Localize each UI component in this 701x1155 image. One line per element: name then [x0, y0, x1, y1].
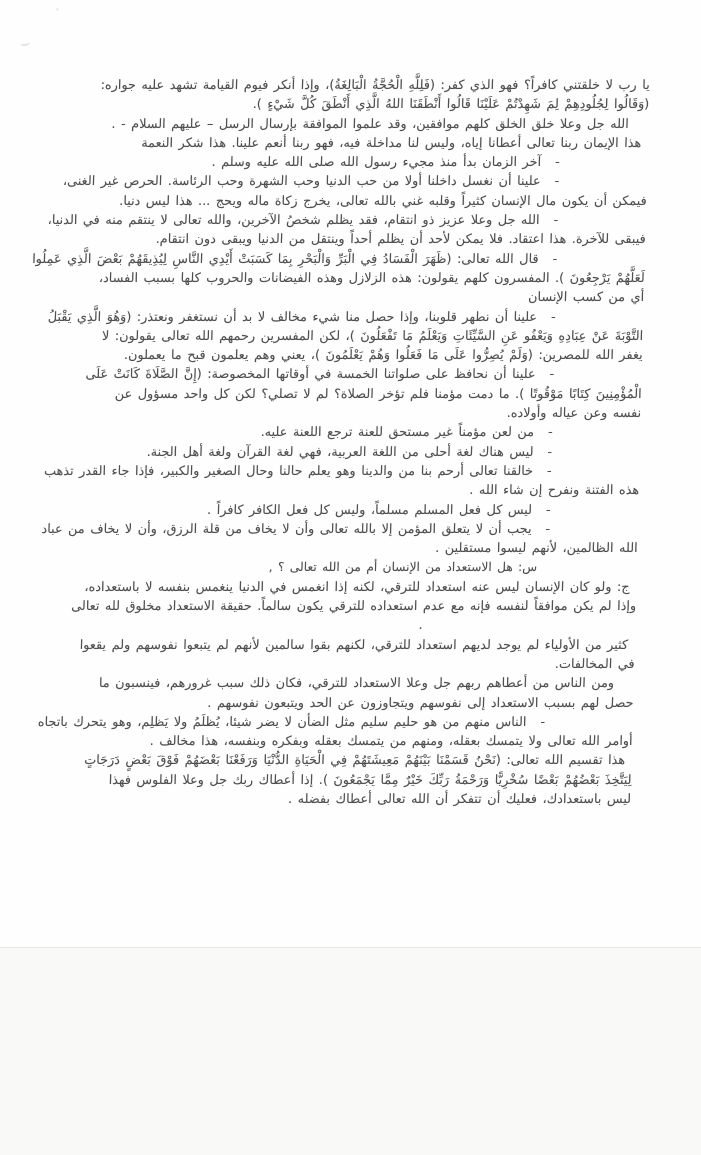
line-text: ليس كل فعل المسلم مسلماً، وليس كل فعل الكافر كافراً . — [206, 502, 533, 518]
line-text: يغفر الله للمصرين: (وَلَمْ يُصِرُّوا عَلَى مَا فَعَلُوا وَهُمْ يَعْلَمُونَ )، يعني وهم يعلمون قبح ما يعملون. — [123, 348, 643, 364]
line-text: س: هل الاستعداد من الإنسان أم من الله تعالى ؟ , — [268, 560, 538, 575]
bullet-dash: - — [547, 425, 553, 441]
scan-speck — [56, 8, 59, 11]
line-text: أي من كسب الإنسان — [527, 290, 645, 306]
text-line — [9, 481, 640, 500]
bullet-dash: - — [545, 521, 551, 537]
text-line — [7, 539, 638, 558]
text-line — [15, 230, 646, 249]
line-text: أوامر الله تعالى ولا يتمسك بعقله، ومنهم من يتمسك بعقله وبفكره وبنفسه، هذا مخالف . — [149, 734, 633, 750]
text-line — [16, 192, 647, 211]
text-line — [11, 385, 642, 404]
line-text: علينا أن نطهر قلوبنا، وإذا حصل منا شيء مخالف لا بد أن نستغفر ونعتذر: (وَهُوَ الَّذِي يَقْبَلُ — [47, 309, 538, 325]
line-text: هذا تقسيم الله تعالى: (نَحْنُ قَسَمْنَا بَيْنَهُمْ مَعِيشَتَهُمْ فِي الْحَيَاةِ الدُّنْيَا وَرَفَعْنَا بَعْضَهُمْ فَوْقَ بَعْضٍ دَرَجَاتٍ — [83, 753, 626, 769]
text-line — [19, 76, 650, 95]
line-text: الناس منهم من هو حليم سليم مثل الضأن لا يضر شيئا، يُظلَمُ ولا يَظلِم، وهو يتحرك باتجاه — [37, 714, 527, 730]
text-line — [4, 655, 635, 674]
bullet-dash: - — [549, 367, 555, 383]
line-text: هذا الإيمان ربنا تعالى أعطانا إياه، وليس لنا مداخلة فيه، فهو ربنا أنعم علينا. هذا شكر النعمة — [141, 135, 642, 151]
bullet-dash: - — [545, 502, 551, 518]
bullet-dash: - — [540, 714, 546, 730]
line-text: يا رب لا خلقتني كافراً؟ فهو الذي كفر: (فَلِلَّهِ الْحُجَّةُ الْبَالِغَةُ)، وإذا أنكر فيوم القيامة تشهد عليه جواره: — [100, 78, 650, 93]
text-line — [9, 462, 552, 481]
text-line — [14, 269, 645, 288]
text-line — [2, 732, 633, 751]
text-line — [19, 95, 650, 114]
bullet-dash: - — [554, 174, 560, 190]
line-text: فيمكن أن يكون مال الإنسان كثيراً وقلبه غني بالله تعالى، يخرج زكاة ماله ويحج ... هذا ليس دنيا. — [119, 193, 647, 209]
text-line — [5, 636, 629, 655]
text-line — [6, 578, 630, 597]
text-line — [5, 616, 423, 635]
line-text: . — [418, 618, 423, 634]
text-line — [18, 115, 629, 134]
bullet-dash: - — [546, 463, 552, 479]
text-line — [17, 172, 560, 191]
text-line — [10, 423, 553, 442]
text-line — [8, 501, 551, 520]
document-text — [1, 76, 650, 809]
line-text: لَعَلَّهُمْ يَرْجِعُونَ ). المفسرون كلهم يقولون: هذه الزلازل وهذه الفيضانات والحروب كلها بسبب الفساد، — [98, 270, 645, 286]
text-line — [13, 327, 644, 346]
text-line — [4, 674, 615, 693]
line-text: لِيَتَّخِذَ بَعْضُهُمْ بَعْضًا سُخْرِيًّا وَرَحْمَةُ رَبِّكَ خَيْرٌ مِمَّا يَجْمَعُونَ ). إذا أعطاك ربك جل وعلا الفلوس فهذا — [108, 772, 632, 788]
line-text: نفسه وعن عياله وأولاده. — [506, 406, 642, 422]
text-line — [8, 520, 551, 539]
line-text: وإذا لم يكن موافقاً لنفسه فإنه مع عدم استعداده للترقي يكون سالماً. حقيقة الاستعداد مخلوق لله تعالى — [71, 599, 637, 615]
text-line — [7, 558, 538, 577]
bullet-dash: - — [553, 213, 559, 229]
scanner-background — [0, 948, 701, 1155]
text-line — [12, 346, 643, 365]
line-text: هذه الفتنة ونفرح إن شاء الله . — [469, 483, 640, 499]
line-text: ليس هناك لغة أحلى من اللغة العربية، فهي لغة القرآن ولغة أهل الجنة. — [146, 444, 534, 460]
line-text: علينا أن نحافظ على صلواتنا الخمسة في أوقاتها المخصوصة: (إِنَّ الصَّلَاةَ كَانَتْ عَلَى — [85, 367, 536, 383]
line-text: الْمُؤْمِنِينَ كِتَابًا مَوْقُوتًا ). ما دمت مؤمنا فلم تؤخر الصلاة؟ لم لا تصلي؟ لكن كل واحد مسؤول عن — [114, 386, 642, 402]
text-line — [1, 790, 632, 809]
line-text: فيبقى للآخرة. هذا اعتقاد. فلا يمكن لأحد أن يظلم أحداً وينتقل من الدنيا ويبقى دون انتقام. — [155, 232, 646, 248]
line-text: خالقنا تعالى أرحم بنا من والدينا وهو يعلم حالنا وحال الصغير والكبير، فإذا جاء القدر تذهب — [43, 463, 534, 479]
text-line — [1, 771, 632, 790]
line-text: في المخالفات. — [554, 656, 635, 672]
line-text: كثير من الأولياء لم يوجد لديهم استعداد للترقي، لكنهم بقوا سالمين لأنهم لم يتبعوا نفوسهم ولم يقعوا — [79, 637, 629, 653]
line-text: حصل لهم بسبب الاستعداد إلى نفوسهم ويتجاوزون عن الحد ويتبعون نفوسهم . — [207, 695, 634, 711]
line-text: من لعن مؤمناً غير مستحق للعنة ترجع اللعنة عليه. — [260, 425, 535, 441]
text-line — [2, 751, 626, 770]
line-text: الله جل وعلا خلق الخلق كلهم موافقين، وقد علموا الموافقة بإرسال الرسل – عليهم السلام - . — [111, 116, 629, 132]
text-line — [16, 211, 559, 230]
bullet-dash: - — [547, 444, 553, 460]
text-line — [11, 404, 642, 423]
text-line — [17, 153, 560, 172]
line-text: قال الله تعالى: (ظَهَرَ الْفَسَادُ فِي الْبَرِّ وَالْبَحْرِ بِمَا كَسَبَتْ أَيْدِي النَّاسِ لِيُذِيقَهُمْ بَعْضَ الَّذِي عَمِلُوا — [31, 251, 539, 267]
text-line — [18, 134, 642, 153]
text-line — [3, 713, 546, 732]
text-line — [6, 597, 637, 616]
line-text: التَّوْبَةَ عَنْ عِبَادِهِ وَيَعْفُو عَنِ السَّيِّئَاتِ وَيَعْلَمُ مَا تَفْعَلُونَ )، لكن المفسرين رحمهم الله تعالى يقولون: لا — [101, 328, 644, 344]
text-line — [3, 694, 634, 713]
line-text: (وَقَالُوا لِجُلُودِهِمْ لِمَ شَهِدْتُمْ عَلَيْنَا قَالُوا أَنْطَقَنَا اللهُ الَّذِي أَنْطَقَ كُلَّ شَيْءٍ ). — [252, 97, 650, 113]
bullet-dash: - — [550, 309, 556, 325]
text-line — [15, 250, 558, 269]
text-line — [12, 365, 555, 384]
bullet-dash: - — [554, 155, 560, 171]
line-text: ومن الناس من أعطاهم ربهم جل وعلا الاستعداد للترقي، فكان ذلك سبب غرورهم، فينسبون ما — [98, 676, 615, 692]
line-text: الله جل وعلا عزيز ذو انتقام، فقد يظلم شخصُ الآخرين، والله تعالى لا ينتقم منه في الدنيا، — [47, 213, 540, 229]
line-text: آخر الزمان بدأ منذ مجيء رسول الله صلى الله عليه وسلم . — [211, 155, 542, 171]
line-text: ج: ولو كان الإنسان ليس عنه استعداد للترقي، لكنه إذا انغمس في الدنيا ينغمس بنفسه لا باستعداده، — [84, 579, 630, 595]
line-text: يجب أن لا يتعلق المؤمن إلا بالله تعالى وأن لا يخاف من قلة الرزق، وأن لا يخاف من عباد — [41, 521, 532, 537]
text-line — [10, 443, 553, 462]
line-text: الله الظالمين، لأنهم ليسوا مستقلين . — [435, 541, 638, 557]
text-line — [14, 288, 645, 307]
line-text: ليس باستعدادك، فعليك أن تتفكر أن الله تعالى أعطاك بفضله . — [287, 791, 632, 807]
bullet-dash: - — [552, 251, 558, 267]
line-text: علينا أن نغسل داخلنا أولا من حب الدنيا وحب الشهرة وحب الرئاسة. الحرص غير الغنى، — [62, 174, 541, 190]
text-line — [13, 308, 556, 327]
